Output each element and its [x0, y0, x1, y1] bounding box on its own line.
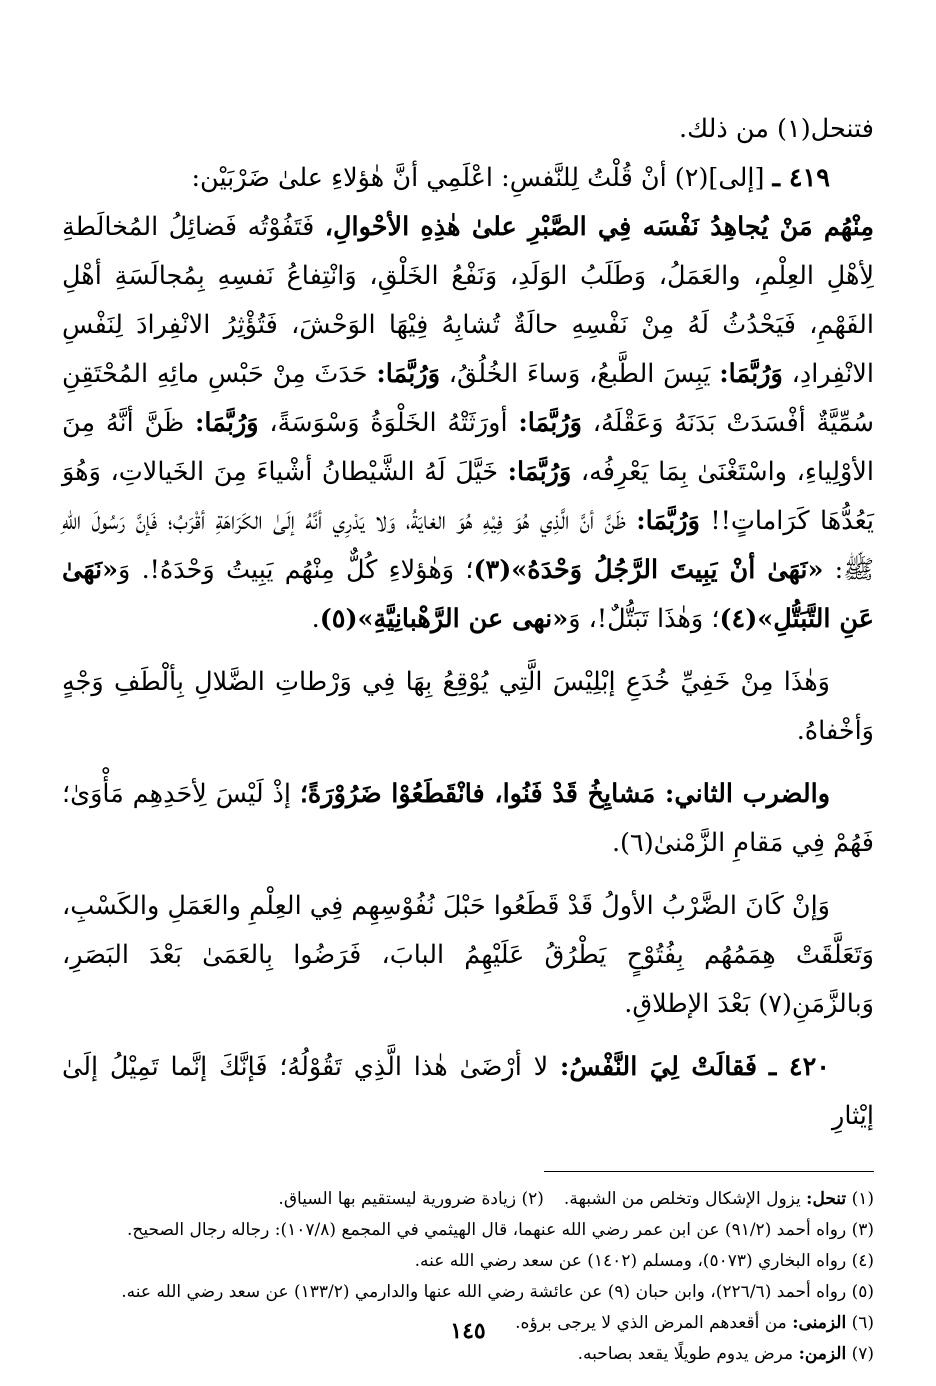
bold-phrase: فَقالَتْ لِيَ النَّفْسُ: — [559, 1052, 758, 1082]
bold-phrase: مِنْهُم مَنْ يُجاهِدُ نَفْسَه فِي الصَّبْرِ علىٰ هٰذِهِ الأحْوالِ، — [324, 212, 875, 242]
bold-phrase: والضرب الثاني: مَشايِخُ قَدْ فَنُوا، فانْقَطَعُوْا ضَرُوْرَةً؛ — [299, 779, 831, 809]
paragraph-deception: وَهٰذَا مِنْ خَفِيِّ خُدَعِ إبْلِيْسَ الَّتِي يُوْقِعُ بِهَا فِي وَرْطاتِ الضَّلالِ بِألْطَفِ وَجْهٍ وَأخْفاهُ. — [62, 667, 874, 746]
paragraph-419: ٤١٩ ـ [إلى](٢) أنْ قُلْتُ لِلنَّفسِ: اعْلَمِي أنَّ هٰؤلاءِ علىٰ ضَرْبَيْن: — [191, 163, 830, 193]
keyword: وَرُبَّمَا: — [194, 408, 259, 438]
hadith-quote: «نهى عن الرَّهْبانِيَّةِ»(٥) — [319, 604, 569, 634]
paragraph-420: ٤٢٠ ـ فَقالَتْ لِيَ النَّفْسُ: لا أرْضَىٰ هٰذا الَّذِي تَقُوْلُهُ؛ فَإنَّكَ إنَّما تَمِيْلُ إلَىٰ إيْثارِ — [62, 1052, 874, 1131]
footnote-4: (٤) رواه البخاري (٥٠٧٣)، ومسلم (١٤٠٢) عن سعد رضي الله عنه. — [414, 1251, 874, 1271]
keyword: وَرُبَّمَا: — [376, 359, 441, 389]
footnote-5: (٥) رواه أحمد (٢٢٦/٦)، وابن حبان (٩) عن عائشة رضي الله عنها والدارمي (١٣٣/٢) عن سعد رضي الله عنه. — [121, 1282, 874, 1302]
keyword: وَرُبَّمَا: — [719, 359, 783, 389]
footnote-1-2: (١) تنحل: يزول الإشكال وتخلص من الشبهة.(٢) زيادة ضرورية ليستقيم بها السياق. — [278, 1189, 874, 1209]
main-text — [62, 105, 874, 1141]
paragraph-first-type-summary: وَإنْ كَانَ الضَّرْبُ الأولُ قَدْ قَطَعُوا حَبْلَ نُفُوْسِهِم فِي العِلْمِ والعَمَلِ والكَسْبِ، وَتَعَلَّقَتْ هِمَمُهُم بِفُتُوْحٍ يَطْرُقُ عَلَيْهِمُ البابَ، فَرَضُوا بِالعَمَىٰ بَعْدَ البَصَرِ، وَبالزَّمَنِ(٧) بَعْدَ الإطلاقِ. — [62, 891, 874, 1019]
paragraph-second-type: والضرب الثاني: مَشايِخُ قَدْ فَنُوا، فانْقَطَعُوْا ضَرُوْرَةً؛ إذْ لَيْسَ لِأحَدِهِم مَأْوَىٰ؛ فَهُمْ فِي مَقامِ الزَّمْنىٰ(٦). — [62, 779, 874, 858]
footnote-7: (٧) الزمن: مرض يدوم طويلًا يقعد بصاحبه. — [577, 1344, 874, 1364]
hadith-quote: «نَهَىٰ أنْ يَبِيتَ الرَّجُلُ وَحْدَهُ»(٣) — [473, 555, 824, 585]
footnote-6: (٦) الزمنى: من أقعدهم المرض الذي لا يرجى برؤه. — [515, 1313, 874, 1333]
keyword: وَرُبَّمَا: — [636, 506, 700, 536]
keyword: وَرُبَّمَا: — [507, 457, 572, 487]
keyword: وَرُبَّمَا: — [518, 408, 582, 438]
section-number: ٤٢٠ ـ — [768, 1052, 830, 1082]
footnote-divider — [544, 1171, 874, 1172]
footnote-3: (٣) رواه أحمد (٩١/٢) عن ابن عمر رضي الله عنهما، قال الهيثمي في المجمع (١٠٧/٨): رجاله رجال الصحيح. — [127, 1220, 874, 1240]
paragraph-1: فتنحل(١) من ذلك. — [679, 114, 874, 144]
section-number: ٤١٩ ـ — [772, 163, 830, 193]
paragraph-first-type: مِنْهُم مَنْ يُجاهِدُ نَفْسَه فِي الصَّبْرِ علىٰ هٰذِهِ الأحْوالِ، فَتَفُوْتُه فَضائِلُ المُخالَطةِ لِأهْلِ العِلْمِ، والعَمَلُ، وَطَلَبُ الوَلَدِ، وَنَفْعُ الخَلْقِ، وَانْتِفاعُ نَفسِهِ بِمُجالَسَةِ أهْلِ الفَهْمِ، فَيَحْدُثُ لَهُ مِنْ نَفْسِهِ حالَةٌ تُشابِهُ فِيْهَا الوَحْشَ، فَتُؤْثِرُ الانْفِرادَ لِنَفْسِ الانْفِرادِ، وَرُبَّمَا: يَبِسَ الطَّبعُ، وَساءَ الخُلُقُ، وَرُبَّمَا: حَدَثَ مِنْ حَبْسِ مائِهِ المُحْتَقِنِ سُمِّيَّةٌ أفْسَدَتْ بَدَنَهُ وَعَقْلَهُ، وَرُبَّمَا: أورَثَتْهُ الخَلْوَةُ وَسْوَسَةً، وَرُبَّمَا: ظَنَّ أنَّهُ مِنَ الأوْلِياءِ، واسْتَغْنَىٰ بِمَا يَعْرِفُه، وَرُبَّمَا: خَيَّلَ لَهُ الشَّيْطانُ أشْياءَ مِنَ الخَيالاتِ، وَهُوَ يَعُدُّهَا كَرَاماتٍ!! وَرُبَّمَا: ظَنَّ أنَّ الَّذِي هُوَ فِيْهِ هُوَ الغايَةُ، وَلا يَدْرِي أنَّهُ إلَىٰ الكَرَاهَةِ أقْرَبُ؛ فَإنَّ رَسُولَ اللهِ ﷺ: «نَهَىٰ أنْ يَبِيتَ الرَّجُلُ وَحْدَهُ»(٣)؛ وَهٰؤلاءِ كُلٌّ مِنْهُم يَبِيتُ وَحْدَهُ!. وَ«نَهَىٰ عَنِ التَّبَتُّلِ»(٤)؛ وَهٰذَا تَبَتُّلٌ!، وَ«نهى عن الرَّهْبانِيَّةِ»(٥). — [62, 212, 875, 634]
hadith-quote: «نَهَىٰ عَنِ التَّبَتُّلِ»(٤) — [62, 555, 874, 634]
page-number: ١٤٥ — [450, 1318, 486, 1344]
